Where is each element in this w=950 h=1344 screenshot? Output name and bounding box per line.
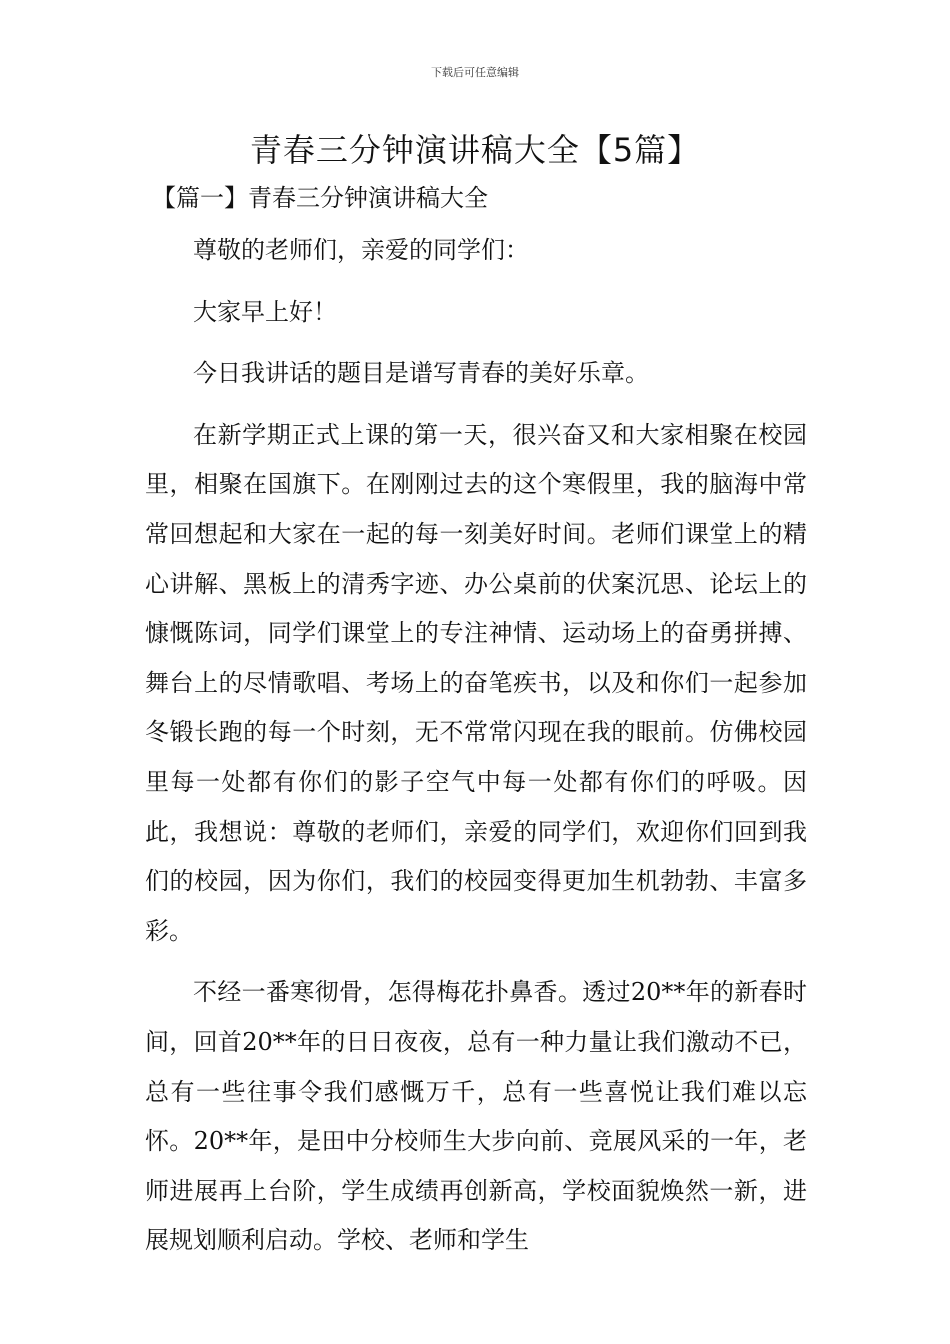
section-heading: 【篇一】青春三分钟演讲稿大全 [152,184,488,212]
paragraph-topic: 今日我讲话的题目是谱写青春的美好乐章。 [193,359,649,388]
header-note: 下载后可任意编辑 [431,66,519,79]
paragraph-morning: 大家早上好！ [193,297,337,326]
paragraph-new-semester: 在新学期正式上课的第一天，很兴奋又和大家相聚在校园里，相聚在国旗下。在刚刚过去的这个寒假里，我的脑海中常常回想起和大家在一起的每一刻美好时间。老师们课堂上的精心讲解、黑板上的清秀字迹、办公桌前的伏案沉思、论坛上的慷慨陈词，同学们课堂上的专注神情、运动场上的奋勇拼搏、舞台上的尽情歌唱、考场上的奋笔疾书，以及和你们一起参加冬锻长跑的每一个时刻，无不常常闪现在我的眼前。仿佛校园里每一处都有你们的影子空气中每一处都有你们的呼吸。因此，我想说：尊敬的老师们，亲爱的同学们，欢迎你们回到我们的校园，因为你们，我们的校园变得更加生机勃勃、丰富多彩。 [145,420,807,945]
document-body [145,226,807,1266]
paragraph-greeting: 尊敬的老师们，亲爱的同学们： [193,236,529,264]
document-title: 青春三分钟演讲稿大全【5篇】 [249,131,701,169]
paragraph-review: 不经一番寒彻骨，怎得梅花扑鼻香。透过20**年的新春时间，回首20**年的日日夜夜，总有一种力量让我们激动不已，总有一些往事令我们感慨万千，总有一些喜悦让我们难以忘怀。20**年，是田中分校师生大步向前、竞展风采的一年，老师进展再上台阶，学生成绩再创新高，学校面貌焕然一新，进展规划顺利启动。学校、老师和学生 [145,978,807,1255]
